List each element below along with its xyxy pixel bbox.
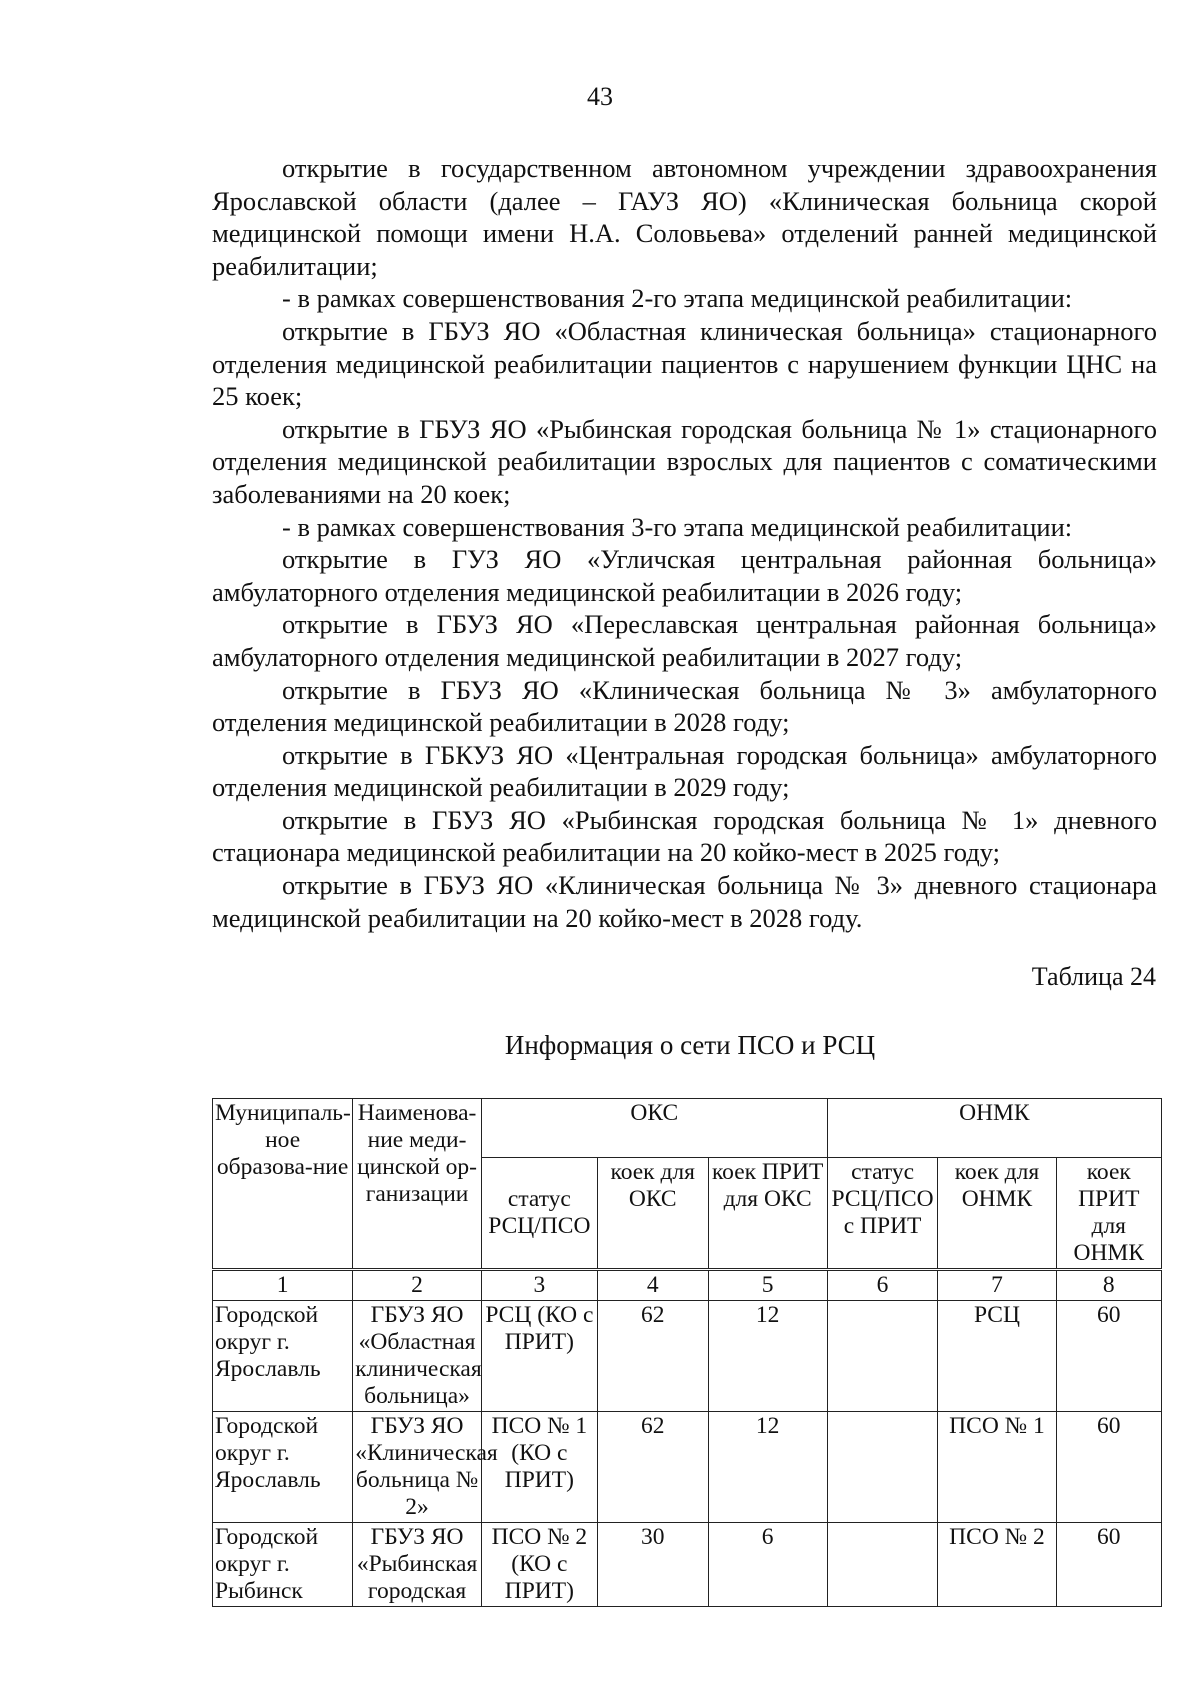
pso-rsc-table bbox=[212, 1098, 1162, 1607]
paragraph: открытие в ГБУЗ ЯО «Рыбинская городская больница № 1» дневного стационара медицинской реабилитации на 20 койко-мест в 2025 году; bbox=[212, 804, 1157, 868]
page-number: 43 bbox=[587, 82, 613, 111]
cell-organization: ГБУЗ ЯО «Клиническая больница № 2» bbox=[353, 1412, 482, 1523]
cell-oks-icu-beds: 12 bbox=[708, 1301, 827, 1412]
cell-oks-icu-beds: 12 bbox=[708, 1412, 827, 1523]
cell-onmk-icu-beds: 60 bbox=[1056, 1301, 1162, 1412]
column-number: 4 bbox=[597, 1270, 708, 1301]
cell-organization: ГБУЗ ЯО «Рыбинская городская bbox=[353, 1523, 482, 1607]
header-onmk-status: статус РСЦ/ПСО с ПРИТ bbox=[827, 1158, 938, 1270]
column-number: 8 bbox=[1056, 1270, 1162, 1301]
paragraph: открытие в ГБКУЗ ЯО «Центральная городская больница» амбулаторного отделения медицинской реабилитации в 2029 году; bbox=[212, 739, 1157, 803]
cell-municipality: Городской округ г. Ярославль bbox=[213, 1412, 353, 1523]
header-oks-beds: коек для ОКС bbox=[597, 1158, 708, 1270]
table-row bbox=[213, 1523, 1162, 1607]
column-number: 6 bbox=[827, 1270, 938, 1301]
paragraph: открытие в ГБУЗ ЯО «Областная клиническая больница» стационарного отделения медицинской реабилитации пациентов с нарушением функции ЦНС на 25 коек; bbox=[212, 315, 1157, 412]
body-text bbox=[212, 152, 1157, 934]
cell-onmk-icu-beds: 60 bbox=[1056, 1412, 1162, 1523]
paragraph: - в рамках совершенствования 2-го этапа медицинской реабилитации: bbox=[282, 283, 1073, 314]
cell-onmk-beds: ПСО № 2 bbox=[938, 1523, 1056, 1607]
cell-municipality: Городской округ г. Рыбинск bbox=[213, 1523, 353, 1607]
cell-organization: ГБУЗ ЯО «Областная клиническая больница» bbox=[353, 1301, 482, 1412]
paragraph: открытие в ГБУЗ ЯО «Клиническая больница № 3» дневного стационара медицинской реабилитации на 20 койко-мест в 2028 году. bbox=[212, 870, 1157, 933]
cell-oks-beds: 30 bbox=[597, 1523, 708, 1607]
header-oks-group: ОКС bbox=[481, 1099, 827, 1158]
header-oks-status: статус РСЦ/ПСО bbox=[481, 1158, 597, 1270]
paragraph: открытие в государственном автономном учреждении здравоохранения Ярославской области (далее – ГАУЗ ЯО) «Клиническая больница скорой медицинской помощи имени Н.А. Соловьева» отделений ранней медицинской реабилитации; bbox=[212, 153, 1157, 281]
header-oks-icu-beds: коек ПРИТ для ОКС bbox=[708, 1158, 827, 1270]
paragraph: открытие в ГУЗ ЯО «Угличская центральная районная больница» амбулаторного отделения медицинской реабилитации в 2026 году; bbox=[212, 544, 1157, 607]
column-number: 5 bbox=[708, 1270, 827, 1301]
header-municipality: Муниципаль-ное образова-ние bbox=[213, 1099, 353, 1270]
cell-onmk-icu-beds: 60 bbox=[1056, 1523, 1162, 1607]
cell-oks-beds: 62 bbox=[597, 1301, 708, 1412]
table-label: Таблица 24 bbox=[1031, 962, 1156, 991]
cell-oks-status: РСЦ (КО с ПРИТ) bbox=[481, 1301, 597, 1412]
column-number: 7 bbox=[938, 1270, 1056, 1301]
paragraph: - в рамках совершенствования 3-го этапа медицинской реабилитации: bbox=[282, 511, 1073, 542]
header-onmk-beds: коек для ОНМК bbox=[938, 1158, 1056, 1270]
cell-oks-status: ПСО № 2 (КО с ПРИТ) bbox=[481, 1523, 597, 1607]
cell-onmk-status bbox=[827, 1412, 938, 1523]
column-number: 3 bbox=[481, 1270, 597, 1301]
cell-oks-beds: 62 bbox=[597, 1412, 708, 1523]
paragraph: открытие в ГБУЗ ЯО «Переславская центральная районная больница» амбулаторного отделения медицинской реабилитации в 2027 году; bbox=[212, 609, 1157, 672]
paragraph: открытие в ГБУЗ ЯО «Рыбинская городская больница № 1» стационарного отделения медицинской реабилитации взрослых для пациентов с соматическими заболеваниями на 20 коек; bbox=[212, 413, 1157, 509]
column-number: 1 bbox=[213, 1270, 353, 1301]
table-row bbox=[213, 1301, 1162, 1412]
table-title: Информация о сети ПСО и РСЦ bbox=[504, 1030, 876, 1060]
cell-onmk-beds: ПСО № 1 bbox=[938, 1412, 1056, 1523]
paragraph: открытие в ГБУЗ ЯО «Клиническая больница № 3» амбулаторного отделения медицинской реабилитации в 2028 году; bbox=[212, 674, 1157, 738]
table-row bbox=[213, 1412, 1162, 1523]
cell-onmk-status bbox=[827, 1523, 938, 1607]
column-number-row bbox=[213, 1270, 1162, 1301]
cell-onmk-status bbox=[827, 1301, 938, 1412]
cell-oks-icu-beds: 6 bbox=[708, 1523, 827, 1607]
header-organization: Наименова-ние меди-цинской ор-ганизации bbox=[353, 1099, 482, 1270]
header-onmk-icu-beds: коек ПРИТ для ОНМК bbox=[1056, 1158, 1162, 1270]
cell-onmk-beds: РСЦ bbox=[938, 1301, 1056, 1412]
header-onmk-group: ОНМК bbox=[827, 1099, 1161, 1158]
cell-municipality: Городской округ г. Ярославль bbox=[213, 1301, 353, 1412]
cell-oks-status: ПСО № 1 (КО с ПРИТ) bbox=[481, 1412, 597, 1523]
column-number: 2 bbox=[353, 1270, 482, 1301]
